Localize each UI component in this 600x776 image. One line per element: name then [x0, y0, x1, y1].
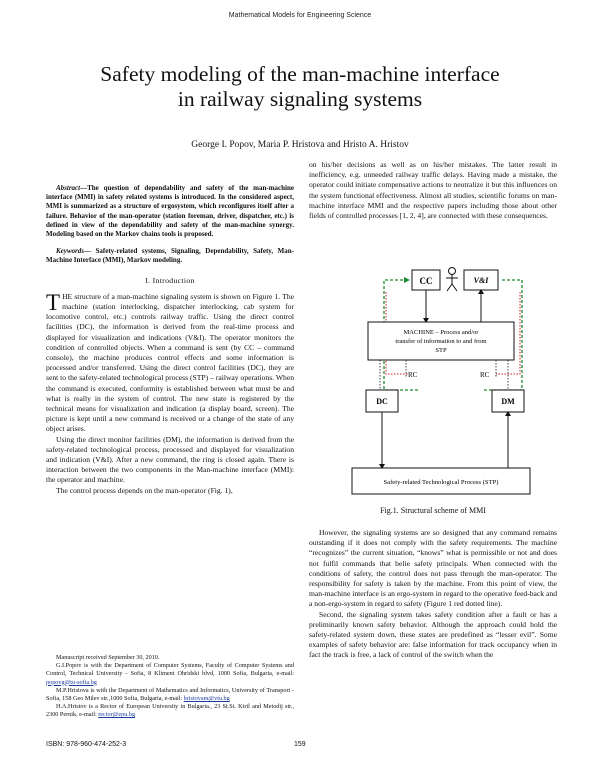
section-heading: I. Introduction	[145, 275, 195, 285]
email-link-hristov[interactable]: rector@epu.bg	[98, 711, 136, 719]
drop-cap: T	[46, 289, 61, 315]
footnotes	[46, 654, 294, 720]
footnote-popov	[46, 662, 294, 687]
title-line-2: in railway signaling systems	[177, 87, 423, 111]
footnote-hristov	[46, 703, 294, 719]
machine-line-2: transfer of information to and from	[395, 338, 487, 345]
rc-right-label: RC	[480, 371, 490, 379]
footnote-hristova	[46, 687, 294, 703]
keywords-label: Keywords	[56, 247, 84, 256]
isbn-footer: ISBN: 978-960-474-252-3	[46, 741, 127, 748]
operator-person-icon	[446, 268, 458, 292]
intro-paragraph-3: The control process depends on the man-operator (Fig. 1),	[56, 485, 233, 495]
rc-left-label: RC	[408, 371, 418, 379]
email-link-hristova[interactable]: hristovam@vtu.bg	[183, 695, 230, 703]
journal-header: Mathematical Models for Engineering Science	[228, 12, 372, 19]
right-paragraph-0: on his/her decisions as well as on his/her mistakes. The latter result in inefficiency, e.g. unneeded railway traffic delays. Having made a mistake, the operator could initiate compensative actions to neutralize it but this influences on the system functional effectiveness. Almost all studies, scientific forums on man-machine interface MMI and the respective papers including those about other fields of controlled processes [1, 2, 4], are connected with these consequences.	[309, 160, 557, 221]
paper-title	[40, 62, 560, 112]
intro-paragraph-2: Using the direct monitor facilities (DM), the information is derived from the safety-related technological process, processed and displayed for visualization and indication (V&I). After a new command, the ring is closed again. There is interaction between the two components in the Man-machine interface (MMI): the operator and machine.	[46, 434, 294, 485]
abstract-text: —The question of dependability and safety of the man-machine interface (MMI) in safety related systems is introduced. In the considered aspect, MMI is summarized as a structure of ergosystem, which reconfigures itself after a failure. Behavior of the man-operator (station foreman, driver, dispatcher, etc.) is defined in view of the dependability and safety of the man-machine synergy. Modeling based on the Markov chains tools is proposed.	[46, 184, 294, 239]
right-column-bottom	[309, 528, 557, 661]
title-line-1: Safety modeling of the man-machine interface	[100, 62, 500, 86]
email-link-popov[interactable]: popovg@tu-sofia.bg	[46, 678, 97, 686]
abstract-label: Abstract	[56, 184, 81, 192]
keywords-text: — Safety-related systems, Signaling, Dependability, Safety, Man-Machine Interface (MMI), Markov modeling.	[46, 247, 294, 265]
machine-line-1: MACHINE – Process and/or	[403, 329, 479, 336]
left-column	[46, 184, 294, 496]
figure-caption: Fig.1. Structural scheme of MMI	[380, 506, 486, 515]
intro-text-1: HE structure of a man-machine signaling system is shown on Figure 1. The machine (station interlocking, dispatcher interlocking, cab system for locomotive control, etc.) controls railway traffic. Using the direct control facilities (DC), the information is derived from the real-time process and displayed for visualization and indications (V&I). The operator monitors the condition of controlled objects. When a command is sent (by CC – command console), the machine produces control effects and some information is processed and/or transferred. Using the direct control facilities (DC), they are sent to the safety-related technological process (STP) – railway operations. When the command is executed, conformity is established between what must be and what is really in the system of control. The new state is registered by the technical means for visualization and indication (a display board, screen). The picture is kept until a new command is received or a change of the state of any object arises.	[46, 291, 294, 434]
stp-label: Safety-related Technological Process (STP)	[383, 479, 499, 486]
intro-paragraph-1	[46, 289, 294, 435]
footnote-received: Manuscript received September 30, 2010.	[56, 654, 160, 661]
dm-label: DM	[501, 397, 515, 406]
vi-label: V&I	[473, 276, 489, 285]
right-paragraph-2: Second, the signaling system takes safety condition after a fault or has a preliminarily known safety behavior. Although the approach could hold the safety-related system down, these states are predefined as “lesser evil”. Some examples of safety behavior are: false information for track occupancy when in fact the track is free, a lack of control of the switch when the	[309, 609, 557, 660]
footnote-hristov-text: H.A.Hristov is a Rector of European University in Bulgaria., 23 St.St. Kiril and Metodij str., 2300 Pernik, e-mail:	[46, 703, 294, 719]
right-paragraph-1: However, the signaling systems are so designed that any command remains outstanding if it does not comply with the safety requirements. The machine “recognizes” the current situation, “knows” what is permissible or not and does not fulfil commands that belie safety principals. When connected with the conditions of safety, the control does not pass through the man-operator. The responsibility for safety is taken by the machine. From this point of view, the man-machine interface is an ergo-system in regard to the operative feed-back and a non-ergo-system in regard to safety (Figure 1 red dotted line).	[309, 528, 557, 609]
page-number: 159	[294, 741, 306, 748]
keywords	[46, 247, 294, 265]
footnote-hristova-text: M.P.Hristova is with the Department of Mathematics and Informatics, University of Transport - Sofia, 158 Geo Milev str.,1000 Sofia, Bulgaria, e-mail:	[46, 686, 294, 703]
green-arrow-cc	[404, 277, 410, 283]
abstract	[46, 184, 294, 239]
machine-line-3: STP	[435, 347, 447, 354]
figure-1	[346, 262, 536, 502]
authors: George I. Popov, Maria P. Hristova and Hristo A. Hristov	[191, 140, 409, 150]
mmi-diagram	[346, 262, 536, 502]
footnote-popov-text: G.I.Popov is with the Department of Computer Systems, Faculty of Computer Systems and Control, Technical University - Sofia, 8 Kliment Ohridski blvd, 1000 Sofia, Bulgaria, e-mail:	[46, 662, 294, 678]
cc-label: CC	[419, 276, 433, 286]
right-column-top	[309, 160, 557, 221]
dc-label: DC	[376, 397, 388, 406]
